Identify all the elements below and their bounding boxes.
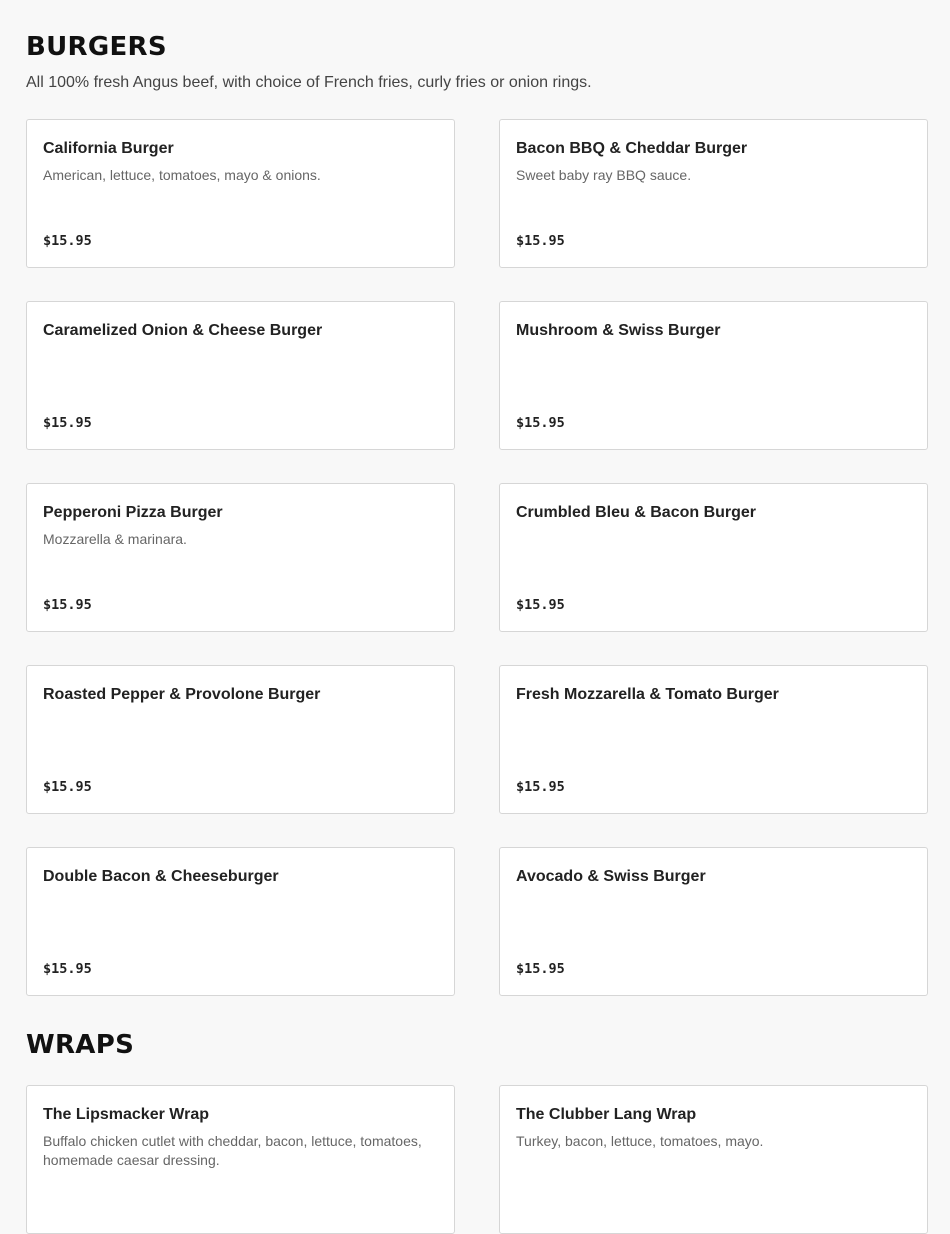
menu-item-price: $15.95 xyxy=(516,233,565,249)
burgers-section-description: All 100% fresh Angus beef, with choice of French fries, curly fries or onion rings. xyxy=(26,74,592,91)
menu-item-price: $15.95 xyxy=(43,779,92,795)
menu-item-card[interactable] xyxy=(499,119,928,268)
wraps-section xyxy=(26,1030,928,1168)
menu-item-price: $15.95 xyxy=(516,779,565,795)
menu-item-name: Roasted Pepper & Provolone Burger xyxy=(43,686,321,703)
menu-item-price: $15.95 xyxy=(516,415,565,431)
menu-item-card[interactable] xyxy=(26,119,455,268)
menu-item-description: Sweet baby ray BBQ sauce. xyxy=(516,167,692,183)
menu-item-description: Turkey, bacon, lettuce, tomatoes, mayo. xyxy=(516,1133,764,1149)
burgers-section xyxy=(26,32,928,977)
wraps-section-title: WRAPS xyxy=(26,1030,135,1060)
menu-item-card[interactable] xyxy=(499,301,928,450)
menu-item-name: Pepperoni Pizza Burger xyxy=(43,504,223,521)
menu-item-card[interactable] xyxy=(26,847,455,996)
menu-item-card[interactable] xyxy=(26,301,455,450)
menu-item-price: $15.95 xyxy=(43,961,92,977)
wraps-menu-grid xyxy=(26,1085,928,1234)
menu-item-card[interactable] xyxy=(499,847,928,996)
menu-item-card[interactable] xyxy=(26,665,455,814)
menu-item-card[interactable] xyxy=(499,483,928,632)
menu-item-name: Caramelized Onion & Cheese Burger xyxy=(43,322,323,339)
burgers-menu-grid xyxy=(26,119,928,996)
menu-item-description: Buffalo chicken cutlet with cheddar, bacon, lettuce, tomatoes, homemade caesar dressing. xyxy=(43,1133,422,1168)
menu-item-description: Mozzarella & marinara. xyxy=(43,531,187,547)
menu-item-price: $15.95 xyxy=(43,233,92,249)
menu-item-name: Bacon BBQ & Cheddar Burger xyxy=(516,140,748,157)
menu-item-card[interactable] xyxy=(499,665,928,814)
menu-item-card[interactable] xyxy=(26,483,455,632)
menu-item-card[interactable] xyxy=(499,1085,928,1234)
menu-item-name: Double Bacon & Cheeseburger xyxy=(43,868,279,885)
menu-item-name: Crumbled Bleu & Bacon Burger xyxy=(516,504,757,521)
menu-item-name: Fresh Mozzarella & Tomato Burger xyxy=(516,686,779,703)
menu-item-name: Mushroom & Swiss Burger xyxy=(516,322,721,339)
menu-item-price: $15.95 xyxy=(516,961,565,977)
menu-item-price: $15.95 xyxy=(516,597,565,613)
menu-item-price: $15.95 xyxy=(43,415,92,431)
menu-item-card[interactable] xyxy=(26,1085,455,1234)
menu-item-name: California Burger xyxy=(43,140,174,157)
menu-item-name: Avocado & Swiss Burger xyxy=(516,868,706,885)
menu-item-name: The Clubber Lang Wrap xyxy=(516,1106,697,1123)
burgers-section-title: BURGERS xyxy=(26,32,167,62)
menu-item-name: The Lipsmacker Wrap xyxy=(43,1106,209,1123)
menu-item-description: American, lettuce, tomatoes, mayo & onions. xyxy=(43,167,321,183)
menu-item-price: $15.95 xyxy=(43,597,92,613)
